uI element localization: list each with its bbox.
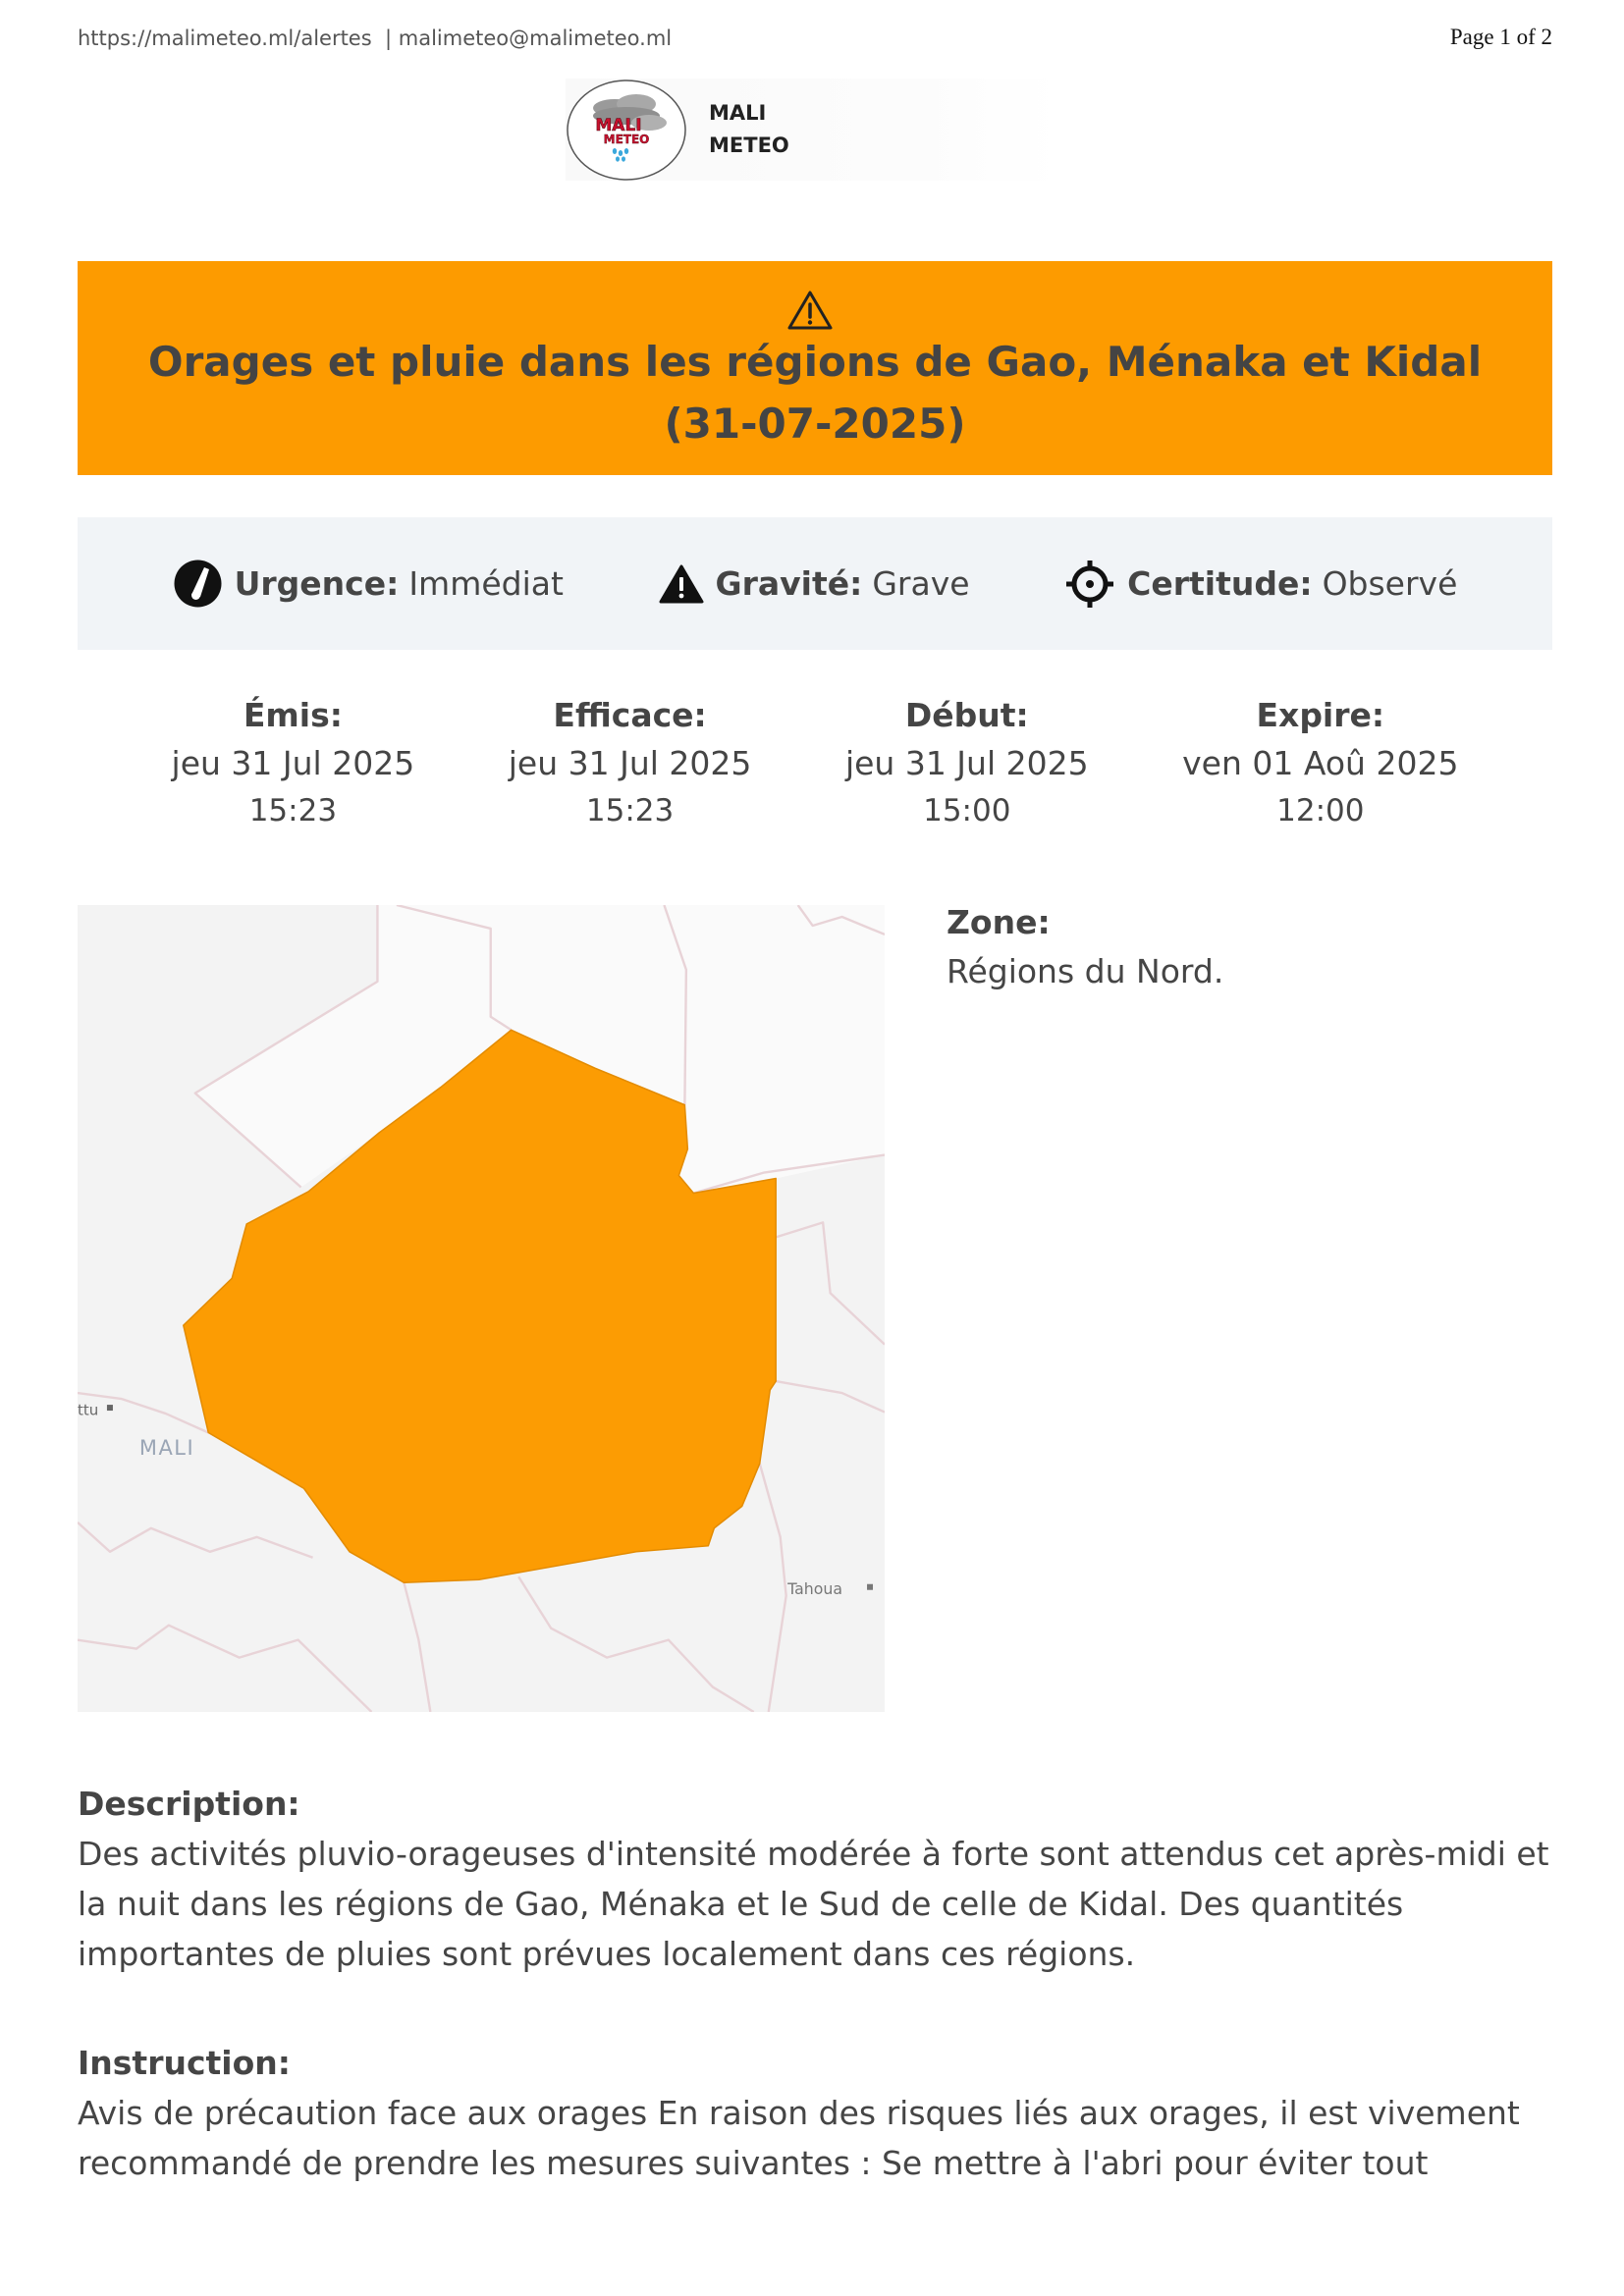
time-hour: 15:23: [585, 793, 675, 828]
time-hour: 15:00: [923, 793, 1011, 828]
time-label: Expire:: [1256, 696, 1385, 734]
zone-block: [947, 898, 1223, 996]
logo: [566, 79, 1061, 181]
map-city-label-right: Tahoua: [787, 1579, 842, 1599]
urgency-label: Urgence:: [234, 563, 400, 603]
severity-warning-icon: [659, 563, 704, 605]
severity-label: Gravité:: [715, 563, 863, 603]
alert-area-map: [78, 905, 885, 1712]
time-date: jeu 31 Jul 2025: [508, 744, 752, 782]
header-url-email: https://malimeteo.ml/alertes | malimeteo@malimeteo.ml: [78, 27, 673, 50]
certainty-label: Certitude:: [1127, 563, 1313, 603]
time-expires: [1182, 691, 1458, 834]
zone-label: Zone:: [947, 903, 1051, 941]
certainty-value: Observé: [1322, 563, 1458, 603]
logo-line-2: METEO: [709, 133, 789, 157]
map-city-marker-right: [867, 1584, 873, 1590]
time-effective: [509, 691, 752, 834]
time-date: ven 01 Aoû 2025: [1182, 744, 1459, 782]
time-issued: [172, 691, 415, 834]
logo-wordmark: [709, 97, 789, 162]
urgency-gauge-icon: [173, 559, 223, 609]
logo-emblem: [566, 79, 687, 182]
instruction-block: [78, 2038, 1552, 2188]
alert-summary: [78, 517, 1552, 650]
description-label: Description:: [78, 1785, 300, 1823]
alert-title: Orages et pluie dans les régions de Gao, Ménaka et Kidal (31-07-2025): [147, 338, 1483, 448]
logo-emblem-top-text: MALI: [595, 116, 642, 135]
instruction-text: Avis de précaution face aux orages En raison des risques liés aux orages, il est vivement recommandé de prendre les mesures suivantes : Se mettre à l'abri pour éviter tout: [78, 2094, 1520, 2182]
warning-icon: [786, 289, 834, 332]
logo-line-1: MALI: [709, 101, 767, 125]
alert-times: [78, 691, 1552, 834]
instruction-label: Instruction:: [78, 2044, 291, 2082]
time-hour: 12:00: [1276, 793, 1365, 828]
certainty-crosshair-icon: [1064, 559, 1115, 610]
map-city-label-left: ttu: [78, 1401, 99, 1419]
time-label: Début:: [904, 696, 1029, 734]
logo-emblem-bottom-text: METEO: [603, 133, 650, 146]
urgency-item: [173, 559, 564, 609]
urgency-value: Immédiat: [408, 563, 564, 603]
zone-value: Régions du Nord.: [947, 952, 1224, 990]
certainty-item: [1064, 559, 1457, 610]
time-hour: 15:23: [248, 793, 338, 828]
time-onset: [845, 691, 1089, 834]
description-block: [78, 1779, 1552, 1979]
alert-banner: [78, 261, 1552, 475]
time-date: jeu 31 Jul 2025: [844, 744, 1089, 782]
time-label: Efficace:: [553, 696, 707, 734]
map-country-label: MALI: [138, 1435, 195, 1460]
page-number: Page 1 of 2: [1449, 25, 1552, 49]
map-city-marker-left: [107, 1405, 113, 1411]
severity-item: [659, 563, 970, 605]
time-date: jeu 31 Jul 2025: [171, 744, 415, 782]
time-label: Émis:: [243, 696, 343, 734]
description-text: Des activités pluvio-orageuses d'intensité modérée à forte sont attendus cet après-midi et la nuit dans les régions de Gao, Ménaka et le Sud de celle de Kidal. Des quantités importantes de pluies sont prévues localement dans ces régions.: [78, 1835, 1549, 1973]
severity-value: Grave: [872, 563, 970, 603]
